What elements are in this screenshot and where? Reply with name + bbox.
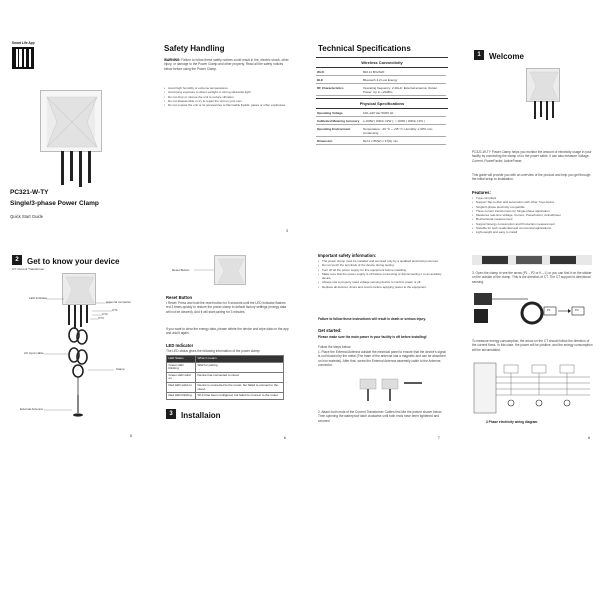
- list-item: • Bi-directional measurement: [472, 217, 596, 221]
- qr-code: [12, 47, 34, 69]
- table-row: [316, 109, 446, 117]
- spec-value: Temperature: -20 °C ~ +55 °C; Humidity: ≤ 90% non-condensing: [362, 125, 446, 137]
- table-cell: Device has connected to cloud.: [196, 372, 284, 382]
- table-cell: Wait for pairing: [196, 362, 284, 372]
- page-specs: [312, 38, 452, 248]
- page-title: Technical Specifications: [318, 44, 411, 53]
- product-name: Single/3-phase Power Clamp: [10, 200, 99, 207]
- spec-key: Dimension: [316, 137, 362, 145]
- warning-label: WARNING:: [164, 58, 181, 62]
- led-desc: The LED status gives the following information of the power clamp:: [166, 349, 261, 353]
- page-get-started: [312, 245, 452, 445]
- section-number: 2: [12, 255, 22, 265]
- page-number: 8: [587, 435, 590, 440]
- page-title: Get to know your device: [27, 257, 120, 266]
- list-item: • Three current transformers for Single-phase application: [472, 209, 596, 213]
- follow-steps: Follow the steps below:: [318, 345, 352, 349]
- safety-list: [164, 86, 292, 107]
- label-clamp: Clamp: [116, 367, 125, 371]
- table-row: [316, 125, 446, 137]
- reset-text: • Reset: Press and hold the reset button for 5 seconds until the LED Indicator flashes red 3 times quickly to restore the power clamp to default factory settings (energy data will not be cleared). And it will start pairing for 3 minutes.: [166, 301, 287, 314]
- page-reset-led: [158, 245, 298, 445]
- spec-block: [316, 57, 448, 145]
- spec-table-physical: [316, 109, 446, 145]
- safety-list: [318, 259, 446, 289]
- section-number: 1: [474, 50, 484, 60]
- cable-illustration: [342, 377, 432, 405]
- page-number: 3: [285, 228, 288, 233]
- spec-value: Bluetooth 4.2 Low Energy: [362, 76, 446, 84]
- spec-key: Operating Environment: [316, 125, 362, 137]
- page-cover: [4, 38, 144, 248]
- list-item: • Make sure that the power supply is off before connecting or disconnecting it to an auxiliary device.: [318, 272, 446, 281]
- guide-text: This guide will provide you with an overview of the product and help you get through the initial setup to installation.: [472, 173, 591, 182]
- label-ct1: CT1: [112, 308, 118, 312]
- list-item: • Do not touch the terminals of the device during testing.: [318, 263, 446, 267]
- reset-title: Reset Button: [166, 295, 193, 300]
- table-row: [167, 362, 284, 372]
- table-cell: Wi-Fi has been configured, but failed to connect to the router.: [196, 393, 284, 400]
- step-1: 1. Place the External Antenna outside the electrical panel to ensure that the device's signal is not blocked by the metal (The base of the antenna has a magnetic and can be absorbed on iron material). After that, screw the External Antenna assembly cable to the Antenna connector.: [318, 350, 446, 368]
- get-started-title: Get started:: [318, 328, 342, 333]
- spec-key: Calibrated Metering Accuracy: [316, 117, 362, 125]
- table-row: [167, 372, 284, 382]
- section-heading: [166, 405, 221, 423]
- list-item: • Always use a properly rated voltage sensing device to confirm power is off.: [318, 280, 446, 284]
- model-number: PC321-W-TY: [10, 189, 49, 196]
- get-started-bold: Please make sure the main power in your facility is off before installing!: [318, 335, 427, 339]
- page-title: Safety Handling: [164, 44, 225, 53]
- list-item: • Avoid long exposure to direct sunlight or strong ultraviolet light.: [164, 90, 292, 94]
- list-item: • Do not drop or misuse the unit to reduce vibration.: [164, 95, 292, 99]
- column-header: LED Status: [167, 356, 196, 363]
- spec-key: Operating Voltage: [316, 109, 362, 117]
- safety-title: Important safety information:: [318, 253, 377, 258]
- spec-key: Wi-Fi: [316, 68, 362, 76]
- intro-text: PC321-W-TY Power Clamp helps you monitor the amount of electricity usage in your facility by connecting the clamp on to the power cable. It can also measure Voltage, Current, PowerFactor, ActivePower.: [472, 150, 592, 163]
- led-title: LED Indicator: [166, 343, 194, 348]
- device-cables: [532, 101, 558, 123]
- table-cell: Device is connected to the router, but failed to connect to the cloud.: [196, 382, 284, 392]
- label-p1: P1: [547, 308, 551, 312]
- features-list: [472, 196, 596, 235]
- list-item: • Light-weight and easy to install: [472, 230, 596, 234]
- step-2: 2. Attach both ends of the Current Transformer Cables first like the picture shown below. Then spinning the waterproof latch clockwise until both ends have been tightened and secured.: [318, 410, 443, 423]
- list-item: • Avoid high humidity or extreme temperatures.: [164, 86, 292, 90]
- label-ct2: CT2: [102, 312, 108, 316]
- table-header: [167, 356, 284, 363]
- measure-text: To measure energy consumption, the arrow on the CT should follow the direction of the current flows. In this case, the power will be positive, and the energy consumption will be accumulated.: [472, 339, 593, 352]
- list-item: • Tuya compliant: [472, 196, 596, 200]
- spec-table-wireless: [316, 68, 446, 96]
- page-wiring: [466, 245, 598, 445]
- table-row: [316, 68, 446, 76]
- table-cell: Red LED solid on: [167, 382, 196, 392]
- spec-section-title: Physical Specifications: [316, 98, 448, 109]
- clamp-photo: [472, 253, 592, 267]
- table-row: [167, 382, 284, 392]
- device-cables: [58, 151, 98, 191]
- section-heading: [474, 46, 524, 64]
- label-antenna-connector: Antenna connector: [106, 300, 132, 304]
- label-p2: P2: [575, 308, 579, 312]
- device-image: [526, 68, 560, 102]
- spec-value: ≤ 100W ( Within ±2W ); > 100W ( Within ±2% ): [362, 117, 446, 125]
- wiring-diagram: [472, 359, 594, 417]
- app-label: Smart Life App: [12, 41, 35, 45]
- table-row: [316, 117, 446, 125]
- install-title: Installaion: [181, 411, 221, 420]
- list-item: • Support Tap-to-Run and automation with other Tuya device: [472, 200, 596, 204]
- page-number: 6: [283, 435, 286, 440]
- table-row: [316, 84, 446, 96]
- label-external-antenna: External Antenna: [20, 407, 43, 411]
- ct-legend: CT: Current Transformer: [12, 267, 45, 271]
- spec-section-title: Wireless Connectivity: [316, 57, 448, 68]
- page-number: 5: [129, 433, 132, 438]
- page-device-overview: [4, 245, 144, 445]
- label-reset-button: Reset Button: [172, 268, 190, 272]
- spec-value: 100~240 Vac 50/60 Hz: [362, 109, 446, 117]
- column-header: What it means: [196, 356, 284, 363]
- diagram-title: 3 Phase electricity wiring diagram: [486, 420, 538, 424]
- label-led-indicator: LED Indicator: [29, 296, 48, 300]
- list-item: • Turn off all the power supply for this equipment before installing.: [318, 268, 446, 272]
- ct-direction-diagram: [470, 289, 594, 335]
- section-number: 3: [166, 409, 176, 419]
- list-item: • Do not disassemble or try to repair the unit on your own.: [164, 99, 292, 103]
- spec-value: 802.11 B/G/N20: [362, 68, 446, 76]
- list-item: • Measures real-time Voltage, Current, PowerFactor, ActivePower: [472, 213, 596, 217]
- list-item: • Replace all devices, doors and covers before applying power to the equipment.: [318, 285, 446, 289]
- list-item: • Suitable for both residential and commercial applications: [472, 226, 596, 230]
- spec-value: Ref.2 x 86(W) x 37(H) mm: [362, 137, 446, 145]
- list-item: • Single/3-phase electricity compatible: [472, 205, 596, 209]
- table-row: [167, 393, 284, 400]
- page-welcome: [466, 38, 598, 248]
- list-item: • Support Energy consumption and Production measurement: [472, 222, 596, 226]
- spec-key: BLE: [316, 76, 362, 84]
- spec-key: RF Characteristics: [316, 84, 362, 96]
- table-cell: Green LED solid on: [167, 372, 196, 382]
- guide-label: Quick Start Guide: [10, 214, 44, 219]
- table-cell: Green LED blinking: [167, 362, 196, 372]
- page-safety: [158, 38, 298, 248]
- led-table: [166, 355, 284, 400]
- label-ac-input: AC input cable: [24, 351, 44, 355]
- features-title: Features:: [472, 190, 491, 195]
- page-title: Welcome: [489, 52, 524, 61]
- list-item: • The power clamp must be installed and serviced only by a qualified electrical personnel.: [318, 259, 446, 263]
- table-row: [316, 76, 446, 84]
- reset-text-2: If you want to clear the energy data, please delete the device and wipe data on the app and add it again.: [166, 327, 289, 336]
- list-item: • Do not expose the unit or its accessories to flammable liquids, gases or other explosives.: [164, 103, 292, 107]
- warning-paragraph: [164, 58, 292, 71]
- device-diagram: [4, 245, 144, 445]
- table-row: [316, 137, 446, 145]
- step-3: 3. Open the clamp to see the arrow (P1→P2 or K→L) or you can find it on the sticker on the outside of the clamp. This is the direction of CT. The CT support bi-directional sensing.: [472, 271, 592, 284]
- label-ct3: CT3: [98, 316, 104, 320]
- table-cell: Red LED blinking: [167, 393, 196, 400]
- page-number: 7: [437, 435, 440, 440]
- spec-value: Operating frequency: 2.4GHz; External antenna; Output Power: Up to +20dBm: [362, 84, 446, 96]
- device-image: [40, 90, 102, 152]
- warning-text: Failure to follow these safety notices could result in fire, electric shock, other injury, or damage to the Power Clamp and other property. Read all the safety notices below before using the Power Clamp.: [164, 58, 289, 71]
- warning-text: Failure to follow these instructions will result in death or serious injury.: [318, 317, 426, 321]
